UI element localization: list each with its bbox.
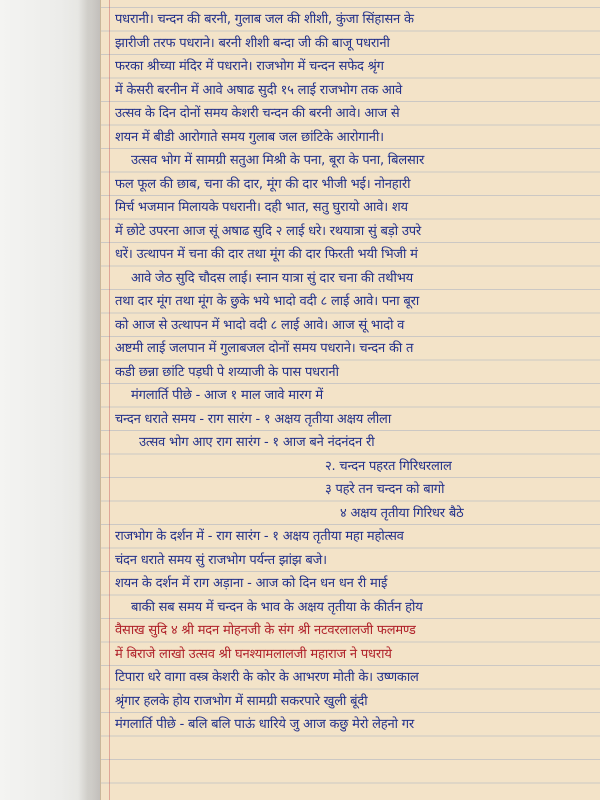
- text-line: मंगलार्ति पीछे - बलि बलि पाऊं धारिये जु आज कछु मेरो लेहनो गर: [115, 717, 415, 732]
- text-line: तथा दार मूंग तथा मूंग के छुके भये भादो वदी ८ लाई आवे। पना बूरा: [115, 294, 420, 309]
- text-line-highlight: में बिराजे लाखो उत्सव श्री घनश्यामलालजी महाराज ने पधराये: [115, 646, 392, 662]
- text-line: मिर्च भजमान मिलायके पधरानी। दही भात, सतु घुरायो आवे। शय: [115, 200, 408, 215]
- text-line: बाकी सब समय में चन्दन के भाव के अक्षय तृतीया के कीर्तन होय: [131, 599, 423, 615]
- notebook-page: [100, 0, 600, 800]
- text-line: पधरानी। चन्दन की बरनी, गुलाब जल की शीशी, कुंजा सिंहासन के: [115, 12, 414, 27]
- text-line: ४ अक्षय तृतीया गिरिधर बैठे: [340, 505, 464, 521]
- text-line: धरें। उत्थापन में चना की दार तथा मूंग की दार फिरती भयी भिजी मं: [115, 247, 418, 262]
- text-line: अष्टमी लाई जलपान में गुलाबजल दोनों समय पधराने। चन्दन की त: [115, 341, 414, 356]
- text-line: कडी छन्ना छांटि पड़घी पे शय्याजी के पास पधरानी: [115, 364, 339, 380]
- text-line: आवे जेठ सुदि चौदस लाई। स्नान यात्रा सुं दार चना की तथीभय: [131, 270, 413, 286]
- margin-rule: [109, 0, 110, 800]
- text-line: में छोटे उपरना आज सूं अषाढ सुदि २ लाई धरे। रथयात्रा सुं बड़ो उपरे: [115, 223, 422, 239]
- text-line: उत्सव भोग आए राग सारंग - १ आज बने नंदनंदन री: [139, 435, 375, 450]
- text-line: शयन के दर्शन में राग अड़ाना - आज को दिन धन धन री माई: [115, 576, 388, 591]
- text-line: श्रृंगार हलके होय राजभोग में सामग्री सकरपारे खुली बूंदी: [115, 693, 368, 709]
- text-line: उत्सव के दिन दोनों समय केशरी चन्दन की बरनी आवे। आज से: [115, 106, 400, 121]
- text-line: चन्दन धराते समय - राग सारंग - १ अक्षय तृतीया अक्षय लीला: [115, 411, 392, 427]
- text-line: २. चन्दन पहरत गिरिधरलाल: [325, 458, 452, 474]
- text-line: शयन में बीडी आरोगाते समय गुलाब जल छांटिके आरोगानी।: [115, 129, 384, 145]
- text-line: उत्सव भोग में सामग्री सतुआ मिश्री के पना, बूरा के पना, बिलसार: [131, 153, 425, 168]
- text-line: फरका श्रीच्या मंदिर में पधराने। राजभोग में चन्दन सफेद श्रृंग: [115, 59, 384, 74]
- text-line: को आज से उत्थापन में भादो वदी ८ लाई आवे। आज सूं भादो व: [115, 317, 405, 333]
- page-gutter-shadow: [78, 0, 100, 800]
- handwritten-text: [115, 8, 597, 737]
- text-line: झारीजी तरफ पधराने। बरनी शीशी बन्दा जी की बाजू पधरानी: [115, 35, 390, 51]
- text-line: ३ पहरे तन चन्दन को बागो: [325, 482, 445, 497]
- text-line: फल फूल की छाब, चना की दार, मूंग की दार भीजी भई। नोनहारी: [115, 176, 411, 192]
- text-line: राजभोग के दर्शन में - राग सारंग - १ अक्षय तृतीया महा महोत्सव: [115, 529, 404, 544]
- text-line: में केसरी बरनीन में आवे अषाढ सुदी १५ लाई राजभोग तक आवे: [115, 82, 403, 98]
- text-line: मंगलार्ति पीछे - आज १ माल जावे मारग में: [131, 388, 323, 403]
- text-line-highlight: वैसाख सुदि ४ श्री मदन मोहनजी के संग श्री नटवरलालजी फलमण्ड: [115, 623, 416, 638]
- text-line: चंदन धराते समय सुं राजभोग पर्यन्त झांझ बजे।: [115, 552, 327, 568]
- text-line: टिपारा धरे वागा वस्त्र केशरी के कोर के आभरण मोती के। उष्णकाल: [115, 670, 419, 685]
